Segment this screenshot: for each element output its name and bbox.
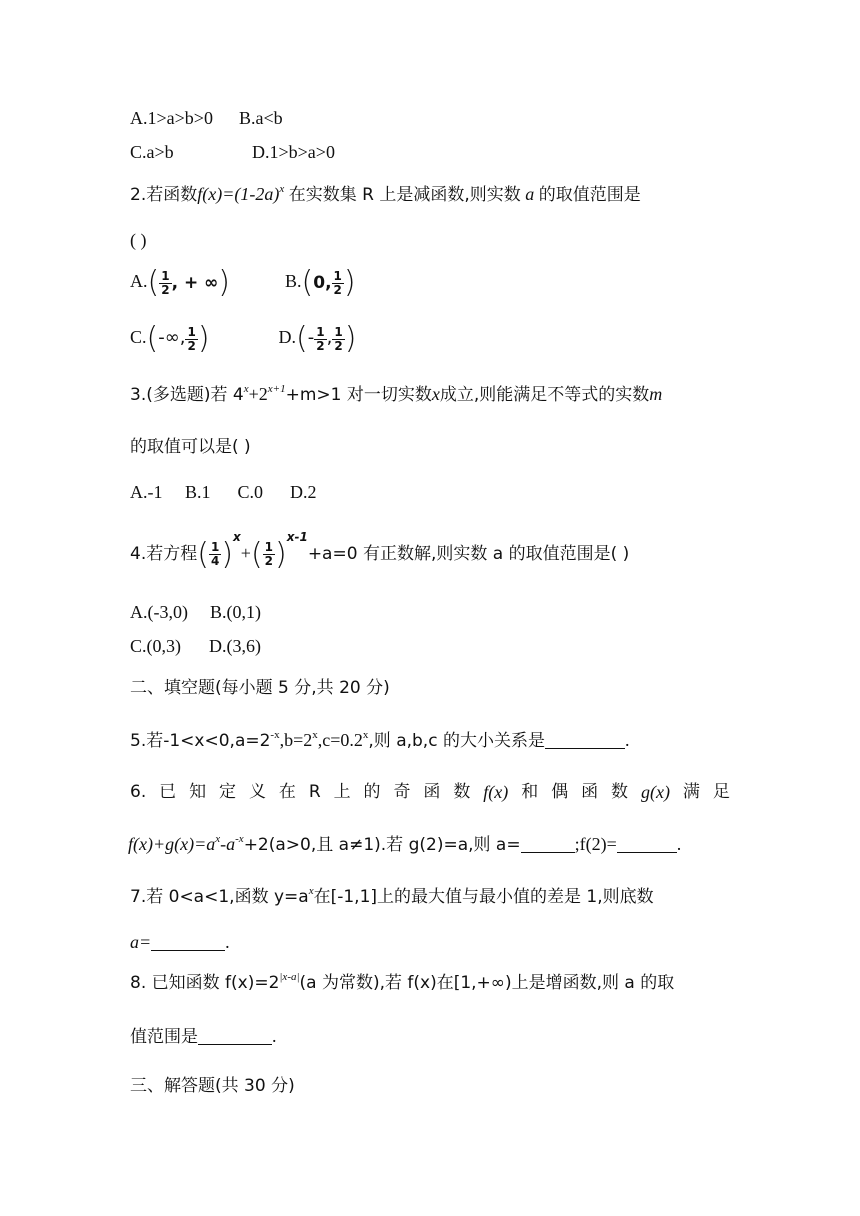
q3-options: A.-1 B.1 C.0 D.2 xyxy=(130,482,317,502)
q1-options-row2 xyxy=(130,140,335,164)
q6-answer-blank-f2[interactable] xyxy=(617,834,677,853)
q6-word: 已 xyxy=(159,782,177,802)
q6-word: g(x) xyxy=(640,782,670,802)
q6-word: 函 xyxy=(581,782,599,802)
q1-option-d: D.1>b>a>0 xyxy=(252,142,335,162)
q1-option-b: B.a<b xyxy=(238,108,283,128)
q6-stem xyxy=(130,780,730,804)
q2-answer-paren: ( ) xyxy=(130,230,147,250)
q5-answer-blank[interactable] xyxy=(545,730,625,749)
q7-answer-blank[interactable] xyxy=(151,932,225,951)
q6-word: 偶 xyxy=(551,782,569,802)
q8-stem-line2: 值范围是 . xyxy=(130,1026,277,1047)
q2-option-a: A.( $\frac{1}{2}$ , + ∞) xyxy=(130,265,230,300)
q2-stem: 2.若函数$f(x)=(1-2a)^x$ 在实数集 R 上是减函数,则实数 a 的取值范围是 xyxy=(130,183,641,205)
q4-options-row2: C.(0,3) D.(3,6) xyxy=(130,636,261,656)
q6-word: 和 xyxy=(521,782,539,802)
section-heading-solutions: 三、解答题(共 30 分) xyxy=(130,1076,295,1096)
q6-word: 义 xyxy=(248,782,266,802)
q6-word: 奇 xyxy=(393,782,411,802)
q6-word: 6. xyxy=(130,782,147,802)
q1-options-row1 xyxy=(130,106,283,130)
section-heading-fill-in: 二、填空题(每小题 5 分,共 20 分) xyxy=(130,678,390,698)
q3-stem-line2: 的取值可以是( ) xyxy=(130,437,251,457)
q7-stem-line2: a= . xyxy=(130,932,230,952)
q8-answer-blank[interactable] xyxy=(198,1026,272,1045)
q3-stem: 3.(多选题)若 $4^x+2^{x+1}+m>1$ 对一切实数x成立,则能满足不等式的实数m xyxy=(130,383,663,405)
q6-word: 上 xyxy=(333,782,351,802)
q6-word: 函 xyxy=(423,782,441,802)
q2-options-row1 xyxy=(130,265,356,304)
q6-word: R xyxy=(308,782,321,802)
q2-option-c: C.(-∞, $\frac{1}{2}$ ) xyxy=(130,321,210,356)
q4-stem: 4.若方程( $\frac{1}{4}$ )$^x$+( $\frac{1}{2}$ )$^{x-1}$+a=0 有正数解,则实数 a 的取值范围是( ) xyxy=(130,530,630,572)
q1-option-c: C.a>b xyxy=(130,142,174,162)
q6-answer-blank-a[interactable] xyxy=(521,834,575,853)
q6-word: 数 xyxy=(453,782,471,802)
q6-word: f(x) xyxy=(483,782,509,802)
q2-options-row2 xyxy=(130,321,357,360)
q7-stem: 7.若 0<a<1,函数 $y=a^x$在[-1,1]上的最大值与最小值的差是 1,则底数 xyxy=(130,885,654,907)
q6-word: 知 xyxy=(189,782,207,802)
q2-option-d: D.(- $\frac{1}{2}$ , $\frac{1}{2}$ ) xyxy=(278,321,357,356)
q6-word: 的 xyxy=(363,782,381,802)
q6-word: 满 xyxy=(682,782,700,802)
q4-options-row1: A.(-3,0) B.(0,1) xyxy=(130,602,261,622)
q6-word: 足 xyxy=(712,782,730,802)
q6-stem-line2: $f(x)+g(x)=a^x-a^{-x}+2(a>0$,且 a≠1).若 g(2)=a,则 a= ;f(2)= . xyxy=(128,833,682,855)
q1-option-a: A.1>a>b>0 xyxy=(130,108,213,128)
q6-word: 数 xyxy=(611,782,629,802)
q5-stem: 5.若$-1<x<0,a=2^{-x},b=2^x,c=0.2^x$,则 a,b,c 的大小关系是 . xyxy=(130,729,630,751)
q6-word: 定 xyxy=(219,782,237,802)
q2-option-b: B.(0, $\frac{1}{2}$ ) xyxy=(285,265,356,300)
q8-stem: 8. 已知函数 $f(x)=2^{|x-a|}(a$ 为常数),若 f(x)在[1,+∞)上是增函数,则 a 的取 xyxy=(130,971,675,993)
q6-word: 在 xyxy=(278,782,296,802)
